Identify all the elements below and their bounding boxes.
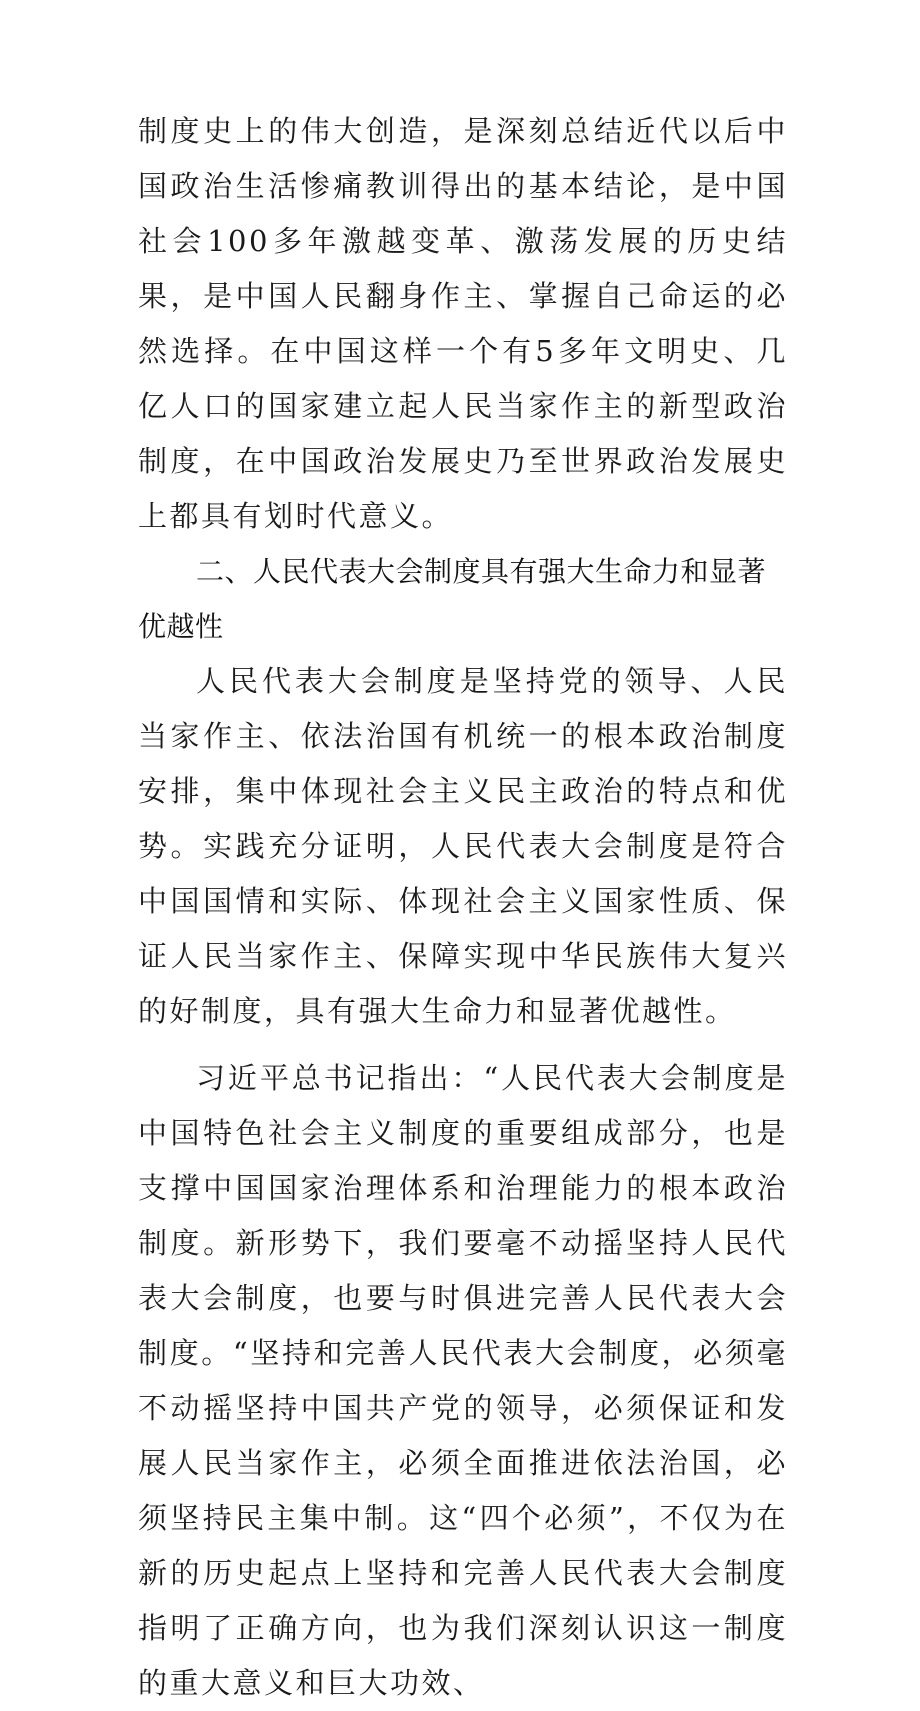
paragraph-people-congress-system: 人民代表大会制度是坚持党的领导、人民当家作主、依法治国有机统一的根本政治制度安排，集中体现社会主义民主政治的特点和优势。实践充分证明，人民代表大会制度是符合中国国情和实际、体现社会主义国家性质、保证人民当家作主、保障实现中华民族伟大复兴的好制度，具有强大生命力和显著优越性。 [138,664,788,1028]
document-body [138,104,788,1711]
section-heading: 二、人民代表大会制度具有强大生命力和显著优越性 [138,555,767,643]
paragraph-gap [138,1039,788,1051]
paragraph-continuation: 制度史上的伟大创造，是深刻总结近代以后中国政治生活惨痛教训得出的基本结论，是中国社会100多年激越变革、激荡发展的历史结果，是中国人民翻身作主、掌握自己命运的必然选择。在中国这样一个有5多年文明史、几亿人口的国家建立起人民当家作主的新型政治制度，在中国政治发展史乃至世界政治发展史上都具有划时代意义。 [138,114,788,533]
paragraph-xi-quote: 习近平总书记指出：“人民代表大会制度是中国特色社会主义制度的重要组成部分，也是支撑中国国家治理体系和治理能力的根本政治制度。新形势下，我们要毫不动摇坚持人民代表大会制度，也要与时俱进完善人民代表大会制度。“坚持和完善人民代表大会制度，必须毫不动摇坚持中国共产党的领导，必须保证和发展人民当家作主，必须全面推进依法治国，必须坚持民主集中制。这“四个必须”，不仅为在新的历史起点上坚持和完善人民代表大会制度指明了正确方向，也为我们深刻认识这一制度的重大意义和巨大功效、 [138,1061,788,1700]
